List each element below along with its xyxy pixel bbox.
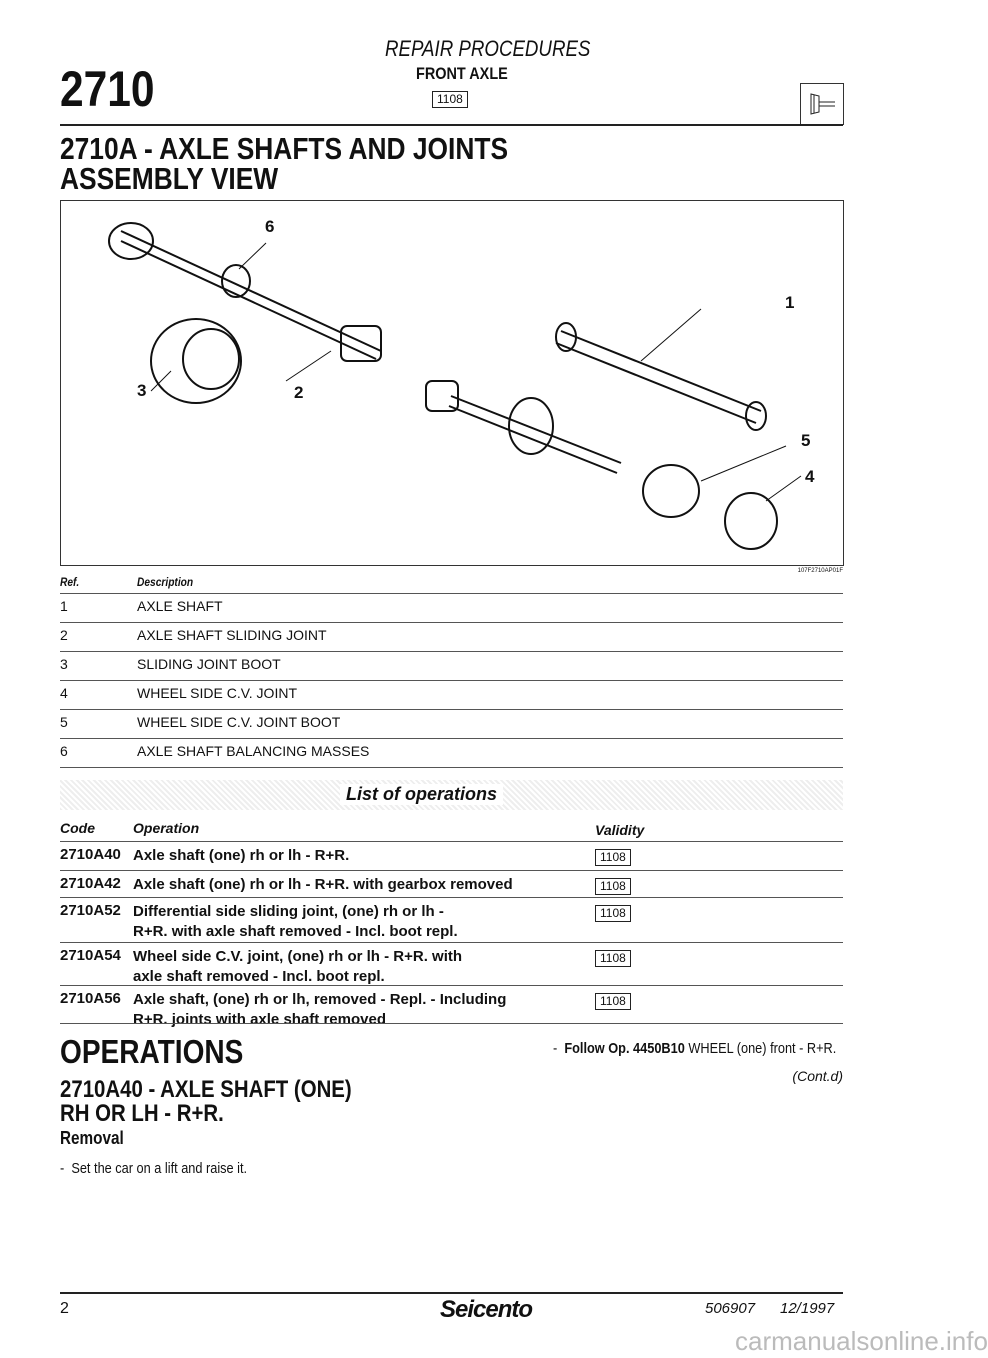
callout-6: 6 xyxy=(265,217,275,236)
validity-badge: 1108 xyxy=(595,849,631,866)
part-description: SLIDING JOINT BOOT xyxy=(137,656,281,672)
validity-header: Validity xyxy=(595,822,645,838)
part-description: AXLE SHAFT BALANCING MASSES xyxy=(137,743,370,759)
operation-line1: Differential side sliding joint, (one) rh or lh - xyxy=(133,903,444,920)
operation-code: 2710A56 xyxy=(60,990,121,1007)
operation-line1: Wheel side C.V. joint, (one) rh or lh - R+R. with xyxy=(133,948,463,965)
operation-header: Operation xyxy=(133,820,200,836)
operation-code: 2710A52 xyxy=(60,902,121,919)
callout-2: 2 xyxy=(294,383,304,402)
step-2-text: WHEEL (one) front - R+R. xyxy=(684,1040,837,1057)
code-header: Code xyxy=(60,820,95,836)
operation-code: 2710A54 xyxy=(60,947,121,964)
figure-id: 107F2710AP01F xyxy=(797,568,843,574)
removal-heading: Removal xyxy=(60,1128,124,1148)
operation-line2: R+R. joints with axle shaft removed xyxy=(133,1011,386,1028)
boot-icon xyxy=(800,83,844,125)
callout-5: 5 xyxy=(801,431,811,450)
operations-heading: OPERATIONS xyxy=(60,1033,244,1070)
step-2-reference: Follow Op. 4450B10 xyxy=(564,1040,685,1057)
validity-badge: 1108 xyxy=(595,950,631,967)
page-title xyxy=(60,131,509,196)
validity-badge: 1108 xyxy=(595,905,631,922)
section-title: REPAIR PROCEDURES xyxy=(385,36,591,61)
operation-subheading-line1: 2710A40 - AXLE SHAFT (ONE) xyxy=(60,1076,352,1103)
operation-subheading-line2: RH OR LH - R+R. xyxy=(60,1100,224,1127)
part-description: WHEEL SIDE C.V. JOINT BOOT xyxy=(137,714,341,730)
operation-line2: R+R. with axle shaft removed - Incl. boot repl. xyxy=(133,923,458,940)
part-ref: 4 xyxy=(60,685,68,701)
description-header: Description xyxy=(137,575,194,589)
assembly-diagram xyxy=(60,200,844,566)
operation-code: 2710A42 xyxy=(60,875,121,892)
group-title: FRONT AXLE xyxy=(416,64,508,83)
step-1: - Set the car on a lift and raise it. xyxy=(60,1160,248,1177)
part-ref: 3 xyxy=(60,656,68,672)
operation-line1: Axle shaft (one) rh or lh - R+R. xyxy=(133,847,350,864)
operation-code: 2710A40 xyxy=(60,846,121,863)
section-number: 2710 xyxy=(60,61,155,117)
part-description: AXLE SHAFT xyxy=(137,598,223,614)
part-description: WHEEL SIDE C.V. JOINT xyxy=(137,685,297,701)
operation-description xyxy=(133,947,462,987)
page-number: 2 xyxy=(60,1300,69,1317)
part-ref: 1 xyxy=(60,598,68,614)
validity-badge: 1108 xyxy=(595,878,631,895)
operation-line1: Axle shaft, (one) rh or lh, removed - Repl. - Including xyxy=(133,991,507,1008)
part-ref: 5 xyxy=(60,714,68,730)
callout-1: 1 xyxy=(785,293,795,312)
operation-description xyxy=(133,990,506,1030)
watermark: carmanualsonline.info xyxy=(735,1326,988,1356)
operation-description xyxy=(133,875,513,895)
operation-description xyxy=(133,846,349,866)
part-ref: 2 xyxy=(60,627,68,643)
operation-subheading xyxy=(60,1078,352,1126)
page-title-line2: ASSEMBLY VIEW xyxy=(60,161,279,196)
operations-list-title: List of operations xyxy=(340,784,503,805)
brand-logo: Seicento xyxy=(440,1296,533,1323)
document-number: 506907 xyxy=(705,1300,756,1317)
ref-header: Ref. xyxy=(60,575,80,589)
part-description: AXLE SHAFT SLIDING JOINT xyxy=(137,627,327,643)
step-1-text: Set the car on a lift and raise it. xyxy=(71,1160,248,1177)
operation-line2: axle shaft removed - Incl. boot repl. xyxy=(133,968,385,985)
document-date: 12/1997 xyxy=(780,1300,835,1317)
step-2: - Follow Op. 4450B10 WHEEL (one) front - R+R. xyxy=(553,1040,837,1057)
validity-badge: 1108 xyxy=(595,993,631,1010)
continued-label: (Cont.d) xyxy=(792,1068,843,1084)
callout-3: 3 xyxy=(137,381,147,400)
callout-4: 4 xyxy=(805,467,815,486)
part-ref: 6 xyxy=(60,743,68,759)
validity-badge: 1108 xyxy=(432,91,468,108)
operation-line1: Axle shaft (one) rh or lh - R+R. with gearbox removed xyxy=(133,876,513,893)
page-title-line1: 2710A - AXLE SHAFTS AND JOINTS xyxy=(60,131,509,166)
operation-description xyxy=(133,902,458,942)
